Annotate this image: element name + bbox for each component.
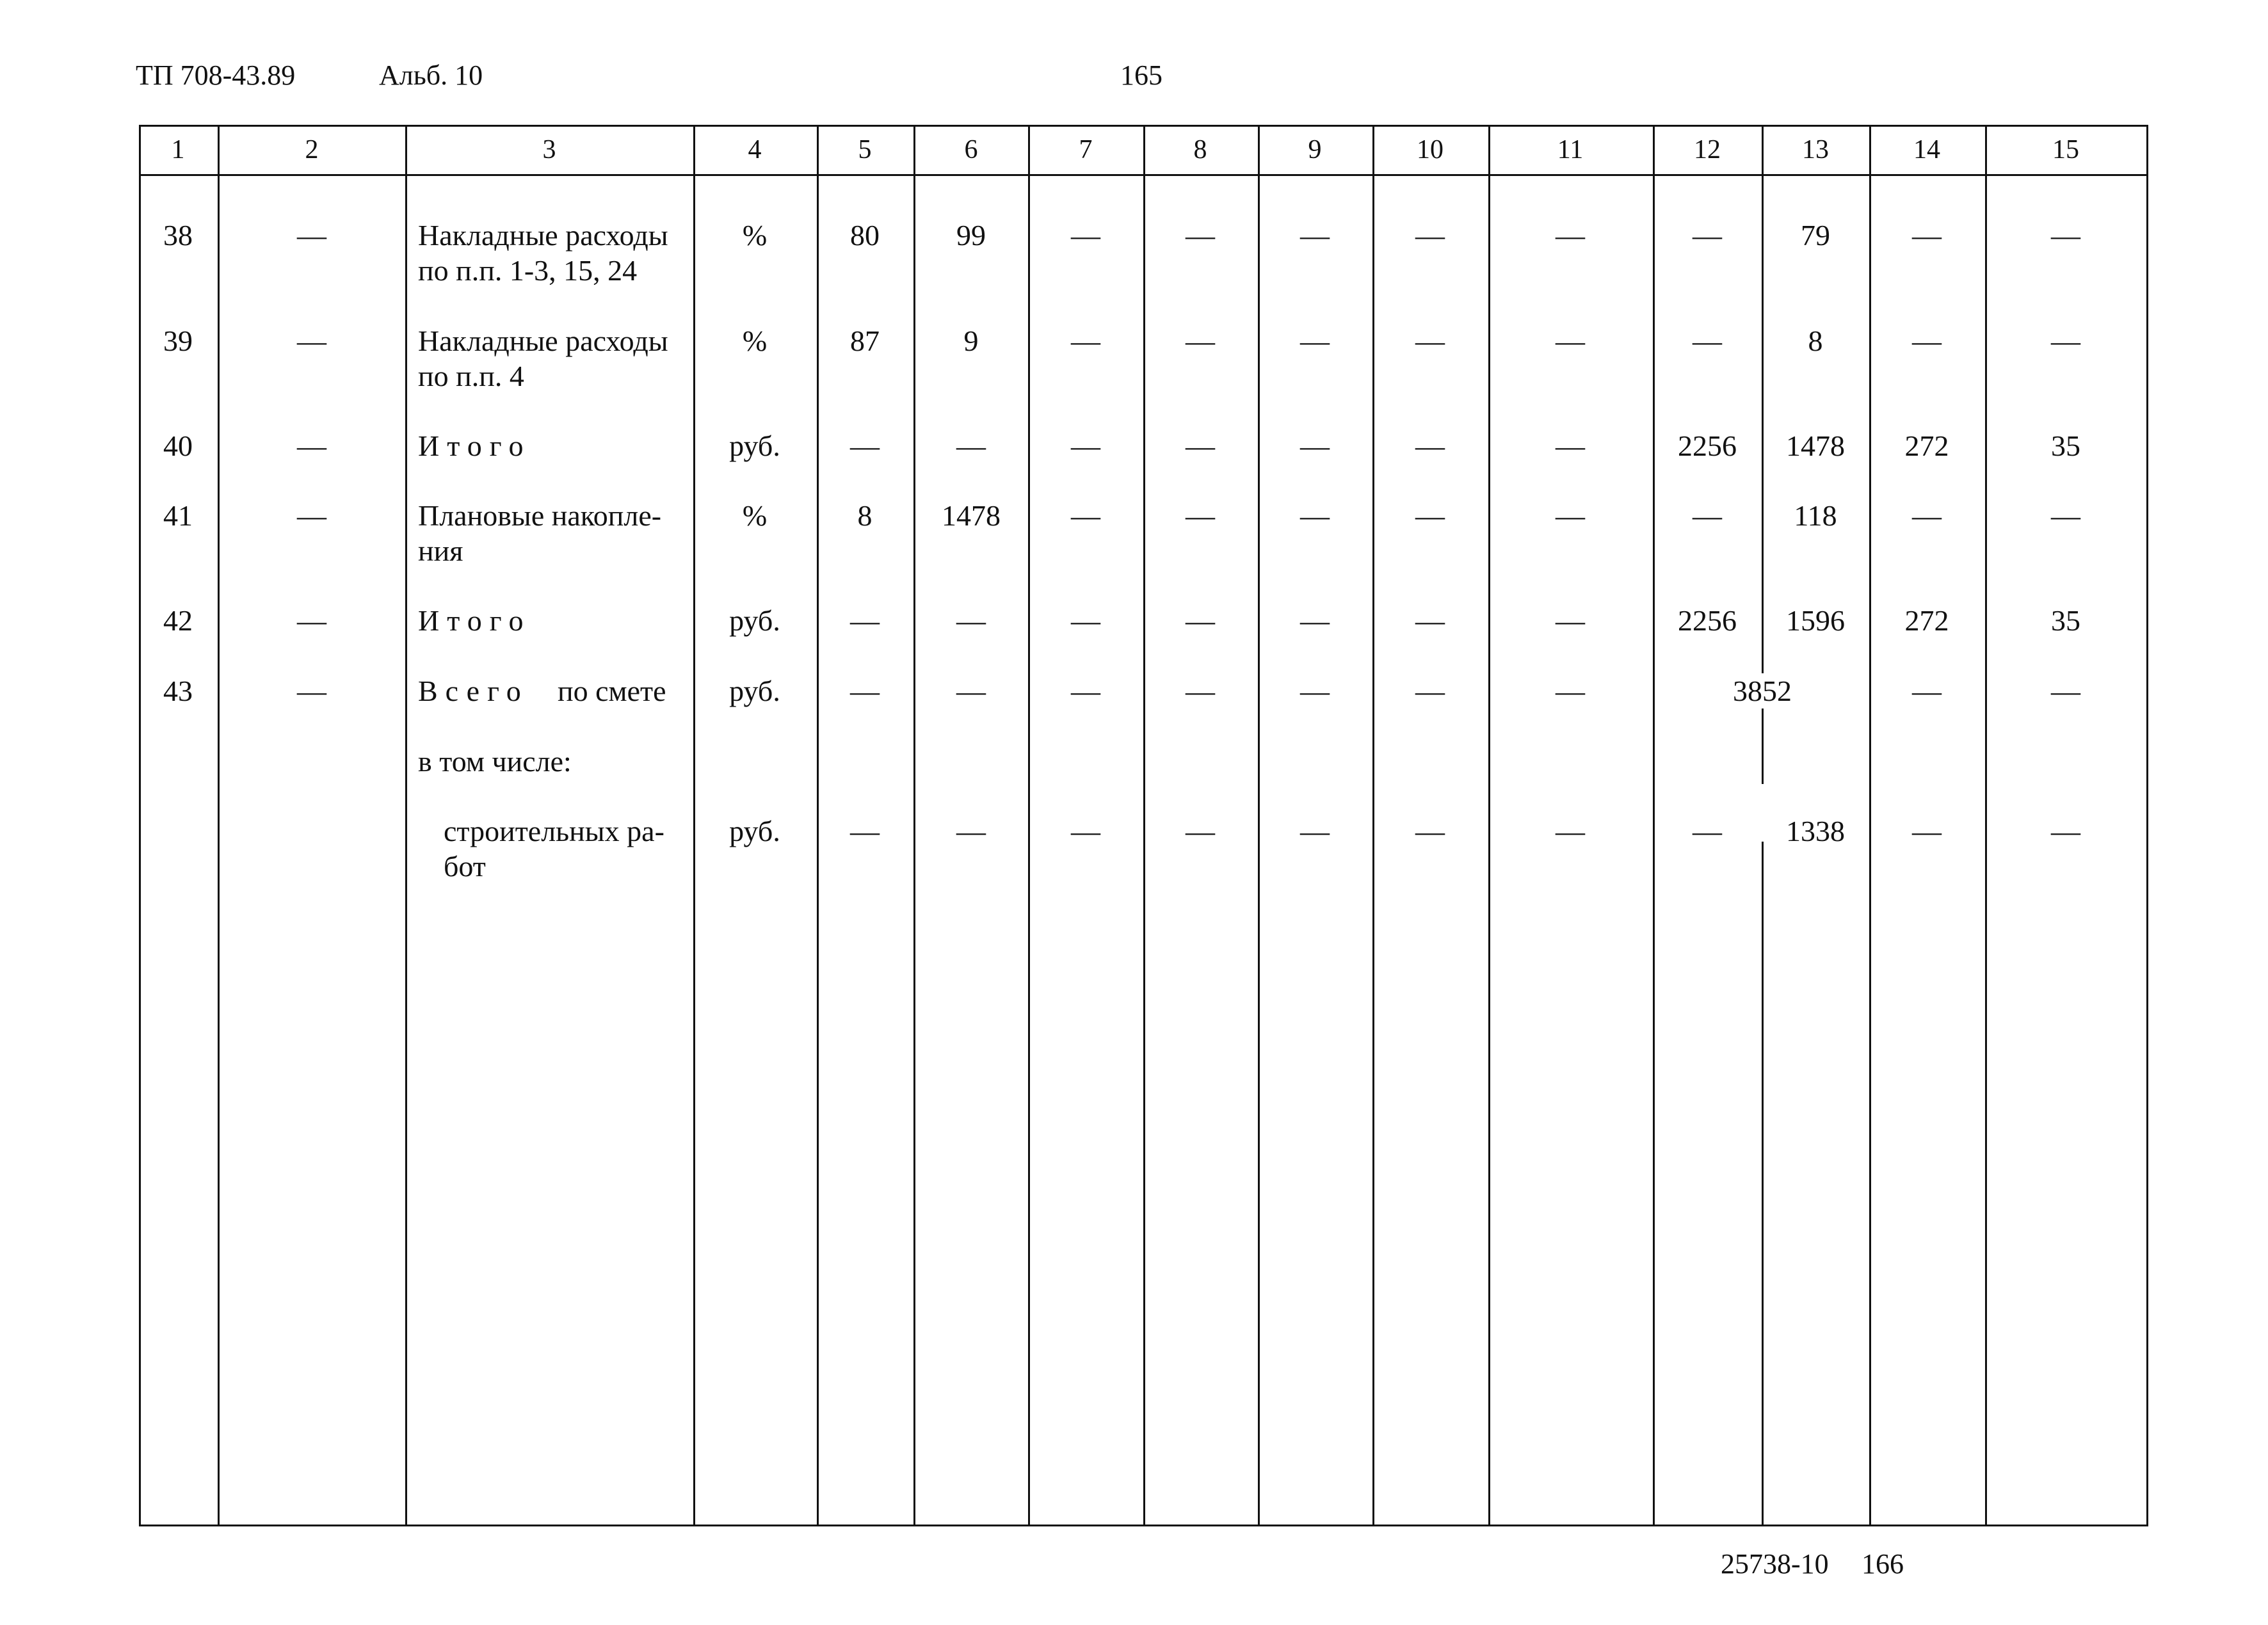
cell-col6: — xyxy=(956,675,986,707)
cell-col14: 272 xyxy=(1904,429,1949,462)
album-number: Альб. 10 xyxy=(379,60,483,91)
cell-col8: — xyxy=(1186,219,1215,252)
item-name: Итого xyxy=(418,429,531,462)
cell-col7: — xyxy=(1071,219,1100,252)
cell-col14: — xyxy=(1912,324,1942,357)
document-code: ТП 708-43.89 xyxy=(136,60,296,91)
cell-col5: — xyxy=(850,815,880,847)
column-number: 12 xyxy=(1694,135,1721,164)
cell-col9: — xyxy=(1300,429,1330,462)
cell-col6: 9 xyxy=(963,324,979,357)
cell-col6: 1478 xyxy=(942,499,1001,532)
cell-col6: — xyxy=(956,815,986,847)
column-border xyxy=(1869,125,1871,1526)
cell-col11: — xyxy=(1556,499,1585,532)
cell-col5: 87 xyxy=(850,324,880,357)
column-number: 2 xyxy=(305,135,319,164)
footer-page-number: 166 xyxy=(1862,1548,1904,1580)
cell-col2: — xyxy=(297,604,326,637)
cell-col9: — xyxy=(1300,219,1330,252)
cell-col7: — xyxy=(1071,324,1100,357)
item-name: Итого xyxy=(418,604,531,637)
column-border xyxy=(1488,125,1490,1526)
cell-col6: — xyxy=(956,604,986,637)
cell-col2: — xyxy=(297,219,326,252)
column-number: 11 xyxy=(1557,135,1584,164)
column-border xyxy=(218,125,220,1526)
unit: руб. xyxy=(729,604,780,637)
item-name: Плановые накопле- xyxy=(418,499,662,532)
item-name: строительных ра- xyxy=(444,815,664,847)
cell-col13: 1478 xyxy=(1786,429,1845,462)
merged-total-cell: 3852 xyxy=(1729,673,1796,708)
cell-col11: — xyxy=(1556,219,1585,252)
cell-col2: — xyxy=(297,499,326,532)
item-name: Всего xyxy=(418,675,529,707)
cell-col9: — xyxy=(1300,499,1330,532)
cell-col9: — xyxy=(1300,815,1330,847)
cell-col12: 2256 xyxy=(1678,604,1737,637)
column-border xyxy=(1653,125,1655,1526)
column-border xyxy=(139,125,141,1526)
cell-col11: — xyxy=(1556,324,1585,357)
cell-col2: — xyxy=(297,429,326,462)
estimate-table xyxy=(139,125,2148,1526)
unit: руб. xyxy=(729,675,780,707)
cell-col5: 80 xyxy=(850,219,880,252)
column-border xyxy=(693,125,695,1526)
cell-col10: — xyxy=(1415,219,1445,252)
column-border xyxy=(1028,125,1030,1526)
column-border xyxy=(913,125,915,1526)
cell-col5: — xyxy=(850,604,880,637)
cell-col10: — xyxy=(1415,499,1445,532)
cell-col15: 35 xyxy=(2051,604,2080,637)
cell-col10: — xyxy=(1415,675,1445,707)
column-number: 1 xyxy=(171,135,185,164)
column-border xyxy=(1143,125,1145,1526)
row-number: 38 xyxy=(163,219,193,252)
item-name: Накладные расходы xyxy=(418,219,668,252)
row-number: 43 xyxy=(163,675,193,707)
column-number: 6 xyxy=(964,135,978,164)
cell-col10: — xyxy=(1415,324,1445,357)
row-number: 42 xyxy=(163,604,193,637)
cell-col12: — xyxy=(1693,815,1722,847)
merged-cell-gap xyxy=(1758,784,1767,842)
item-name-cont: бот xyxy=(444,850,486,883)
cell-col11: — xyxy=(1556,815,1585,847)
cell-col11: — xyxy=(1556,675,1585,707)
cell-col13: 8 xyxy=(1808,324,1823,357)
cell-col13: 1596 xyxy=(1786,604,1845,637)
cell-col15: — xyxy=(2051,815,2080,847)
column-number: 4 xyxy=(748,135,762,164)
column-number: 14 xyxy=(1913,135,1940,164)
cell-col13: 1338 xyxy=(1786,815,1845,847)
cell-col10: — xyxy=(1415,429,1445,462)
cell-col7: — xyxy=(1071,815,1100,847)
column-number: 8 xyxy=(1193,135,1207,164)
cell-col15: — xyxy=(2051,499,2080,532)
cell-col13: 118 xyxy=(1794,499,1837,532)
cell-col8: — xyxy=(1186,675,1215,707)
cell-col15: — xyxy=(2051,675,2080,707)
column-number: 3 xyxy=(542,135,556,164)
cell-col7: — xyxy=(1071,604,1100,637)
row-number: 40 xyxy=(163,429,193,462)
column-border xyxy=(2146,125,2148,1526)
column-number: 15 xyxy=(2052,135,2079,164)
cell-col13: 79 xyxy=(1801,219,1830,252)
subheading: в том числе: xyxy=(418,745,572,778)
column-number: 5 xyxy=(858,135,872,164)
row-number: 39 xyxy=(163,324,193,357)
cell-col9: — xyxy=(1300,604,1330,637)
cell-col12: 2256 xyxy=(1678,429,1737,462)
column-number: 10 xyxy=(1417,135,1444,164)
cell-col14: — xyxy=(1912,219,1942,252)
cell-col12: — xyxy=(1693,499,1722,532)
cell-col7: — xyxy=(1071,499,1100,532)
cell-col8: — xyxy=(1186,604,1215,637)
cell-col2: — xyxy=(297,324,326,357)
cell-col14: — xyxy=(1912,815,1942,847)
cell-col7: — xyxy=(1071,429,1100,462)
cell-col10: — xyxy=(1415,604,1445,637)
column-number: 13 xyxy=(1802,135,1829,164)
column-border xyxy=(1985,125,1987,1526)
cell-col2: — xyxy=(297,675,326,707)
cell-col8: — xyxy=(1186,499,1215,532)
item-name-cont: по п.п. 4 xyxy=(418,360,524,392)
cell-col15: — xyxy=(2051,219,2080,252)
column-border xyxy=(1372,125,1374,1526)
cell-col6: — xyxy=(956,429,986,462)
cell-col12: — xyxy=(1693,219,1722,252)
column-border xyxy=(405,125,407,1526)
cell-col14: — xyxy=(1912,675,1942,707)
cell-col15: 35 xyxy=(2051,429,2080,462)
cell-col10: — xyxy=(1415,815,1445,847)
cell-col14: — xyxy=(1912,499,1942,532)
row-number: 41 xyxy=(163,499,193,532)
cell-col9: — xyxy=(1300,675,1330,707)
cell-col9: — xyxy=(1300,324,1330,357)
footer-code: 25738-10 xyxy=(1721,1548,1829,1580)
cell-col5: 8 xyxy=(857,499,873,532)
cell-col6: 99 xyxy=(956,219,986,252)
unit: % xyxy=(742,499,768,532)
cell-col12: — xyxy=(1693,324,1722,357)
column-border xyxy=(1258,125,1260,1526)
cell-col7: — xyxy=(1071,675,1100,707)
item-name: Накладные расходы xyxy=(418,324,668,357)
item-name-cont: ния xyxy=(418,534,463,567)
cell-col8: — xyxy=(1186,815,1215,847)
column-number: 9 xyxy=(1308,135,1322,164)
column-border xyxy=(817,125,819,1526)
cell-col8: — xyxy=(1186,429,1215,462)
unit: % xyxy=(742,219,768,252)
unit: руб. xyxy=(729,815,780,847)
cell-col8: — xyxy=(1186,324,1215,357)
unit: руб. xyxy=(729,429,780,462)
cell-col15: — xyxy=(2051,324,2080,357)
page-number: 165 xyxy=(1120,60,1162,91)
column-number: 7 xyxy=(1079,135,1093,164)
item-name-cont: по п.п. 1-3, 15, 24 xyxy=(418,254,638,287)
cell-col14: 272 xyxy=(1904,604,1949,637)
cell-col5: — xyxy=(850,429,880,462)
cell-col11: — xyxy=(1556,604,1585,637)
unit: % xyxy=(742,324,768,357)
cell-col5: — xyxy=(850,675,880,707)
cell-col11: — xyxy=(1556,429,1585,462)
item-name-suffix: по смете xyxy=(558,675,666,707)
